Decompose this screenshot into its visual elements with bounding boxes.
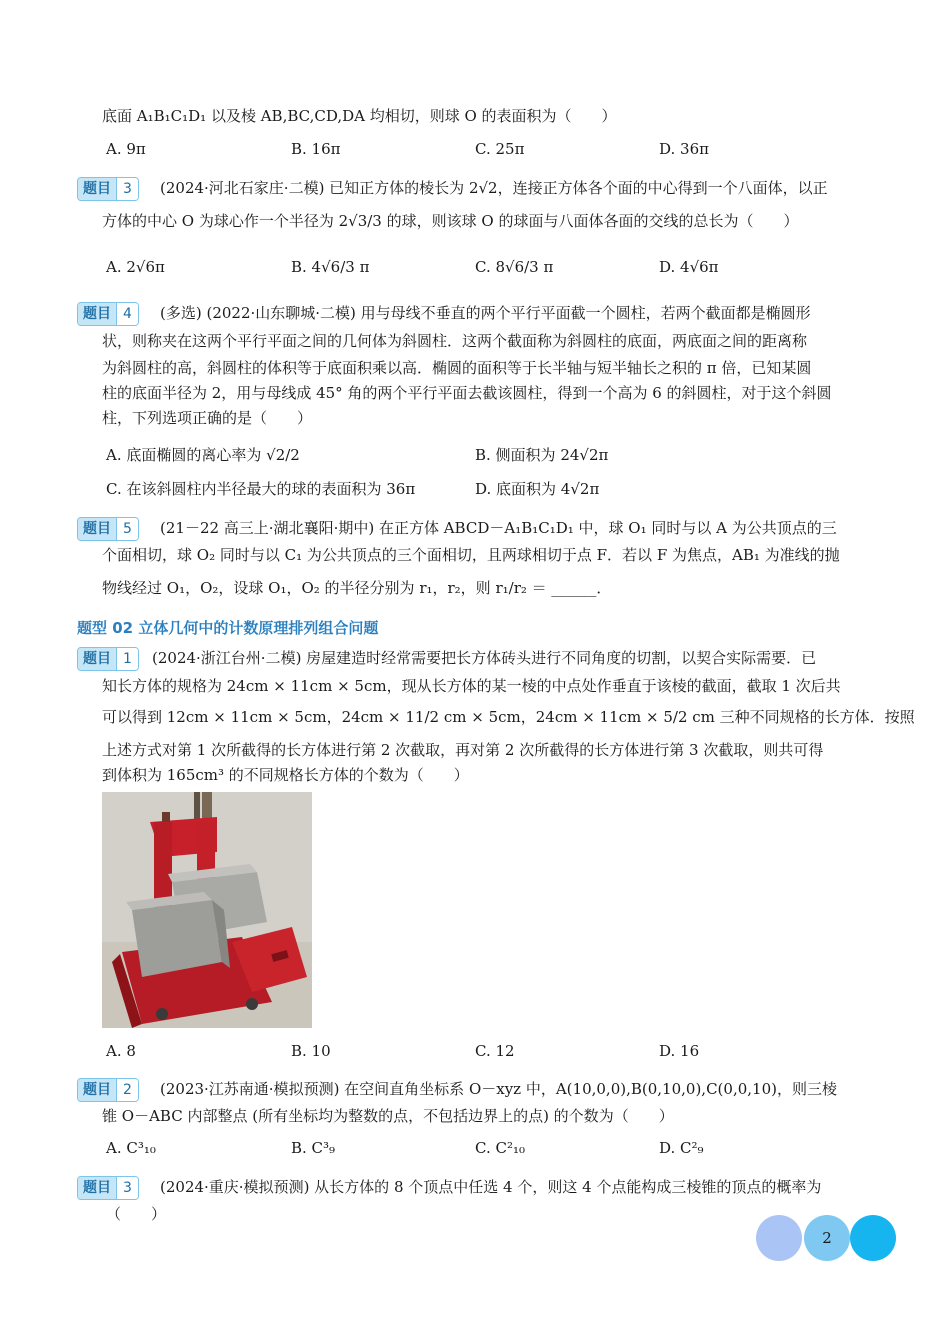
option-b: B. 侧面积为 24√2π	[475, 446, 609, 464]
question-text: 状，则称夹在这两个平行平面之间的几何体为斜圆柱．这两个截面称为斜圆柱的底面，两底面之间的距离称	[102, 332, 808, 350]
question-text: (2023·江苏南通·模拟预测) 在空间直角坐标系 O－xyz 中，A(10,0,0),B(0,10,0),C(0,0,10)，则三棱	[160, 1080, 837, 1098]
question-text: 可以得到 12cm × 11cm × 5cm，24cm × 11/2 cm × 5cm，24cm × 11cm × 5/2 cm 三种不同规格的长方体．按照	[102, 708, 915, 726]
question-tag	[77, 647, 139, 671]
brick-cutter-photo	[102, 792, 312, 1028]
section-title: 题型 02 立体几何中的计数原理排列组合问题	[77, 619, 379, 637]
option-c: C. 25π	[475, 140, 525, 158]
tag-number: 1	[116, 648, 138, 670]
question-text: (2024·浙江台州·二模) 房屋建造时经常需要把长方体砖头进行不同角度的切割，以契合实际需要．已	[152, 649, 817, 667]
option-a: A. 8	[106, 1042, 136, 1060]
tag-label: 题目	[78, 1177, 116, 1199]
question-text: (多选) (2022·山东聊城·二模) 用与母线不垂直的两个平行平面截一个圆柱，若两个截面都是椭圆形	[160, 304, 811, 322]
tag-number: 2	[116, 1079, 138, 1101]
tag-number: 5	[116, 518, 138, 540]
tag-label: 题目	[78, 303, 116, 325]
page-number: 2	[822, 1229, 832, 1247]
option-d: D. 4√6π	[659, 258, 719, 276]
question-text: (21－22 高三上·湖北襄阳·期中) 在正方体 ABCD－A₁B₁C₁D₁ 中，球 O₁ 同时与以 A 为公共顶点的三	[160, 519, 837, 537]
question-text: 柱，下列选项正确的是（ ）	[102, 409, 313, 427]
brick-cutter-illustration	[102, 792, 312, 1028]
page-decor-circle	[850, 1215, 896, 1261]
tag-label: 题目	[78, 1079, 116, 1101]
tag-label: 题目	[78, 178, 116, 200]
option-b: B. 10	[291, 1042, 331, 1060]
question-text: (2024·重庆·模拟预测) 从长方体的 8 个顶点中任选 4 个，则这 4 个点能构成三棱锥的顶点的概率为	[160, 1178, 822, 1196]
question-text: 底面 A₁B₁C₁D₁ 以及棱 AB,BC,CD,DA 均相切，则球 O 的表面积为（ ）	[102, 107, 617, 125]
option-d: D. 底面积为 4√2π	[475, 480, 600, 498]
option-d: D. 36π	[659, 140, 709, 158]
option-a: A. 2√6π	[106, 258, 165, 276]
question-text: （ ）	[106, 1205, 167, 1223]
option-c: C. C²₁₀	[475, 1139, 525, 1157]
question-text: 为斜圆柱的高，斜圆柱的体积等于底面积乘以高．椭圆的面积等于长半轴与短半轴长之积的 π 倍，已知某圆	[102, 359, 812, 377]
tag-number: 3	[116, 1177, 138, 1199]
tag-label: 题目	[78, 518, 116, 540]
tag-number: 3	[116, 178, 138, 200]
question-text: 柱的底面半径为 2，用与母线成 45° 角的两个平行平面去截该圆柱，得到一个高为 6 的斜圆柱，对于这个斜圆	[102, 384, 832, 402]
option-b: B. 16π	[291, 140, 341, 158]
question-text: 知长方体的规格为 24cm × 11cm × 5cm，现从长方体的某一棱的中点处作垂直于该棱的截面，截取 1 次后共	[102, 677, 841, 695]
option-d: D. 16	[659, 1042, 700, 1060]
question-text: 个面相切，球 O₂ 同时与以 C₁ 为公共顶点的三个面相切，且两球相切于点 F．若以 F 为焦点，AB₁ 为准线的抛	[102, 546, 840, 564]
option-c: C. 在该斜圆柱内半径最大的球的表面积为 36π	[106, 480, 416, 498]
question-text: 到体积为 165cm³ 的不同规格长方体的个数为（ ）	[102, 766, 469, 784]
option-a: A. 9π	[106, 140, 146, 158]
option-b: B. C³₉	[291, 1139, 336, 1157]
option-c: C. 12	[475, 1042, 515, 1060]
option-a: A. C³₁₀	[106, 1139, 156, 1157]
question-tag	[77, 1078, 139, 1102]
question-text: 上述方式对第 1 次所截得的长方体进行第 2 次截取，再对第 2 次所截得的长方体进行第 3 次截取，则共可得	[102, 741, 824, 759]
question-text: 物线经过 O₁，O₂，设球 O₁，O₂ 的半径分别为 r₁，r₂，则 r₁/r₂ ＝ ______．	[102, 579, 612, 597]
tag-label: 题目	[78, 648, 116, 670]
question-tag	[77, 177, 139, 201]
question-text: 锥 O－ABC 内部整点 (所有坐标均为整数的点，不包括边界上的点) 的个数为（ ）	[102, 1107, 674, 1125]
option-c: C. 8√6/3 π	[475, 258, 554, 276]
question-text: 方体的中心 O 为球心作一个半径为 2√3/3 的球，则该球 O 的球面与八面体各面的交线的总长为（ ）	[102, 212, 799, 230]
question-tag	[77, 302, 139, 326]
question-tag	[77, 517, 139, 541]
option-d: D. C²₉	[659, 1139, 704, 1157]
option-b: B. 4√6/3 π	[291, 258, 370, 276]
tag-number: 4	[116, 303, 138, 325]
question-tag	[77, 1176, 139, 1200]
option-a: A. 底面椭圆的离心率为 √2/2	[106, 446, 300, 464]
question-text: (2024·河北石家庄·二模) 已知正方体的棱长为 2√2，连接正方体各个面的中心得到一个八面体，以正	[160, 179, 828, 197]
page-decor-circle	[756, 1215, 802, 1261]
